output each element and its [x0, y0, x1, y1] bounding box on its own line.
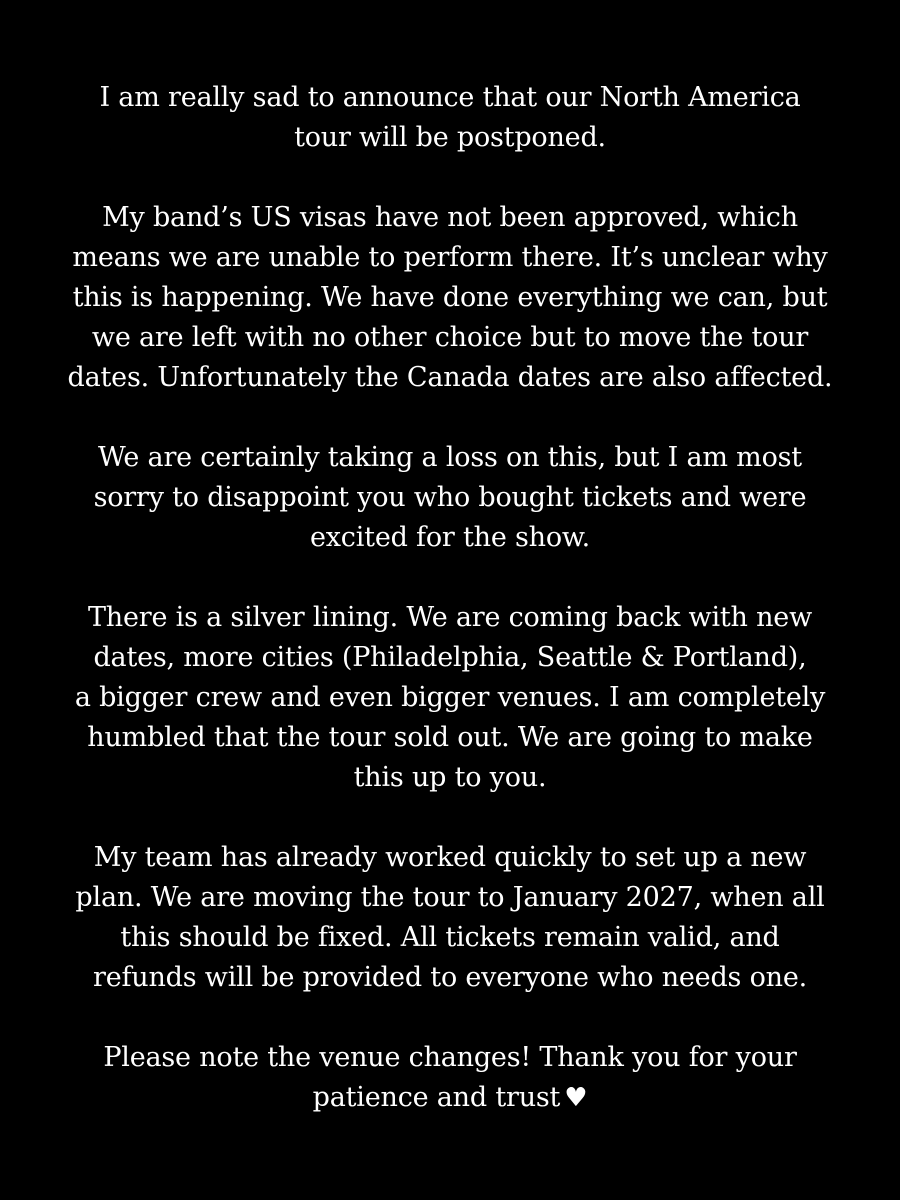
text-line: I am really sad to announce that our North America	[99, 82, 801, 113]
announcement-text	[40, 78, 860, 1158]
text-line: refunds will be provided to everyone who needs one.	[93, 962, 807, 993]
text-line: plan. We are moving the tour to January 2027, when all	[75, 882, 825, 913]
text-line-with-heart	[40, 1078, 860, 1118]
text-line: this should be fixed. All tickets remain valid, and	[120, 922, 780, 953]
heart-icon: ♥	[564, 1083, 588, 1113]
paragraph-visas	[40, 198, 860, 398]
text-line: humbled that the tour sold out. We are going to make	[87, 722, 813, 753]
text-line: we are left with no other choice but to move the tour	[91, 322, 809, 353]
text-line: dates. Unfortunately the Canada dates are also affected.	[67, 362, 833, 393]
paragraph-silver-lining	[40, 598, 860, 798]
text-line: a bigger crew and even bigger venues. I am completely	[74, 682, 826, 713]
text-line: sorry to disappoint you who bought tickets and were	[93, 482, 807, 513]
text-line: this up to you.	[353, 762, 547, 793]
text-line: this is happening. We have done everything we can, but	[72, 282, 828, 313]
text-line: excited for the show.	[310, 522, 590, 553]
text-line: We are certainly taking a loss on this, but I am most	[98, 442, 802, 473]
text-line: tour will be postponed.	[294, 122, 606, 153]
paragraph-apology	[40, 438, 860, 558]
text-line: dates, more cities (Philadelphia, Seattle & Portland),	[93, 642, 807, 673]
paragraph-postponed	[40, 78, 860, 158]
text-line: There is a silver lining. We are coming back with new	[87, 602, 813, 633]
text-line: Please note the venue changes! Thank you for your	[103, 1042, 797, 1073]
paragraph-new-plan	[40, 838, 860, 998]
text-line: means we are unable to perform there. It’s unclear why	[72, 242, 828, 273]
paragraph-thanks	[40, 1038, 860, 1118]
text-line: My band’s US visas have not been approved, which	[102, 202, 798, 233]
text-line: My team has already worked quickly to set up a new	[93, 842, 807, 873]
text-line-content: patience and trust	[312, 1082, 561, 1113]
